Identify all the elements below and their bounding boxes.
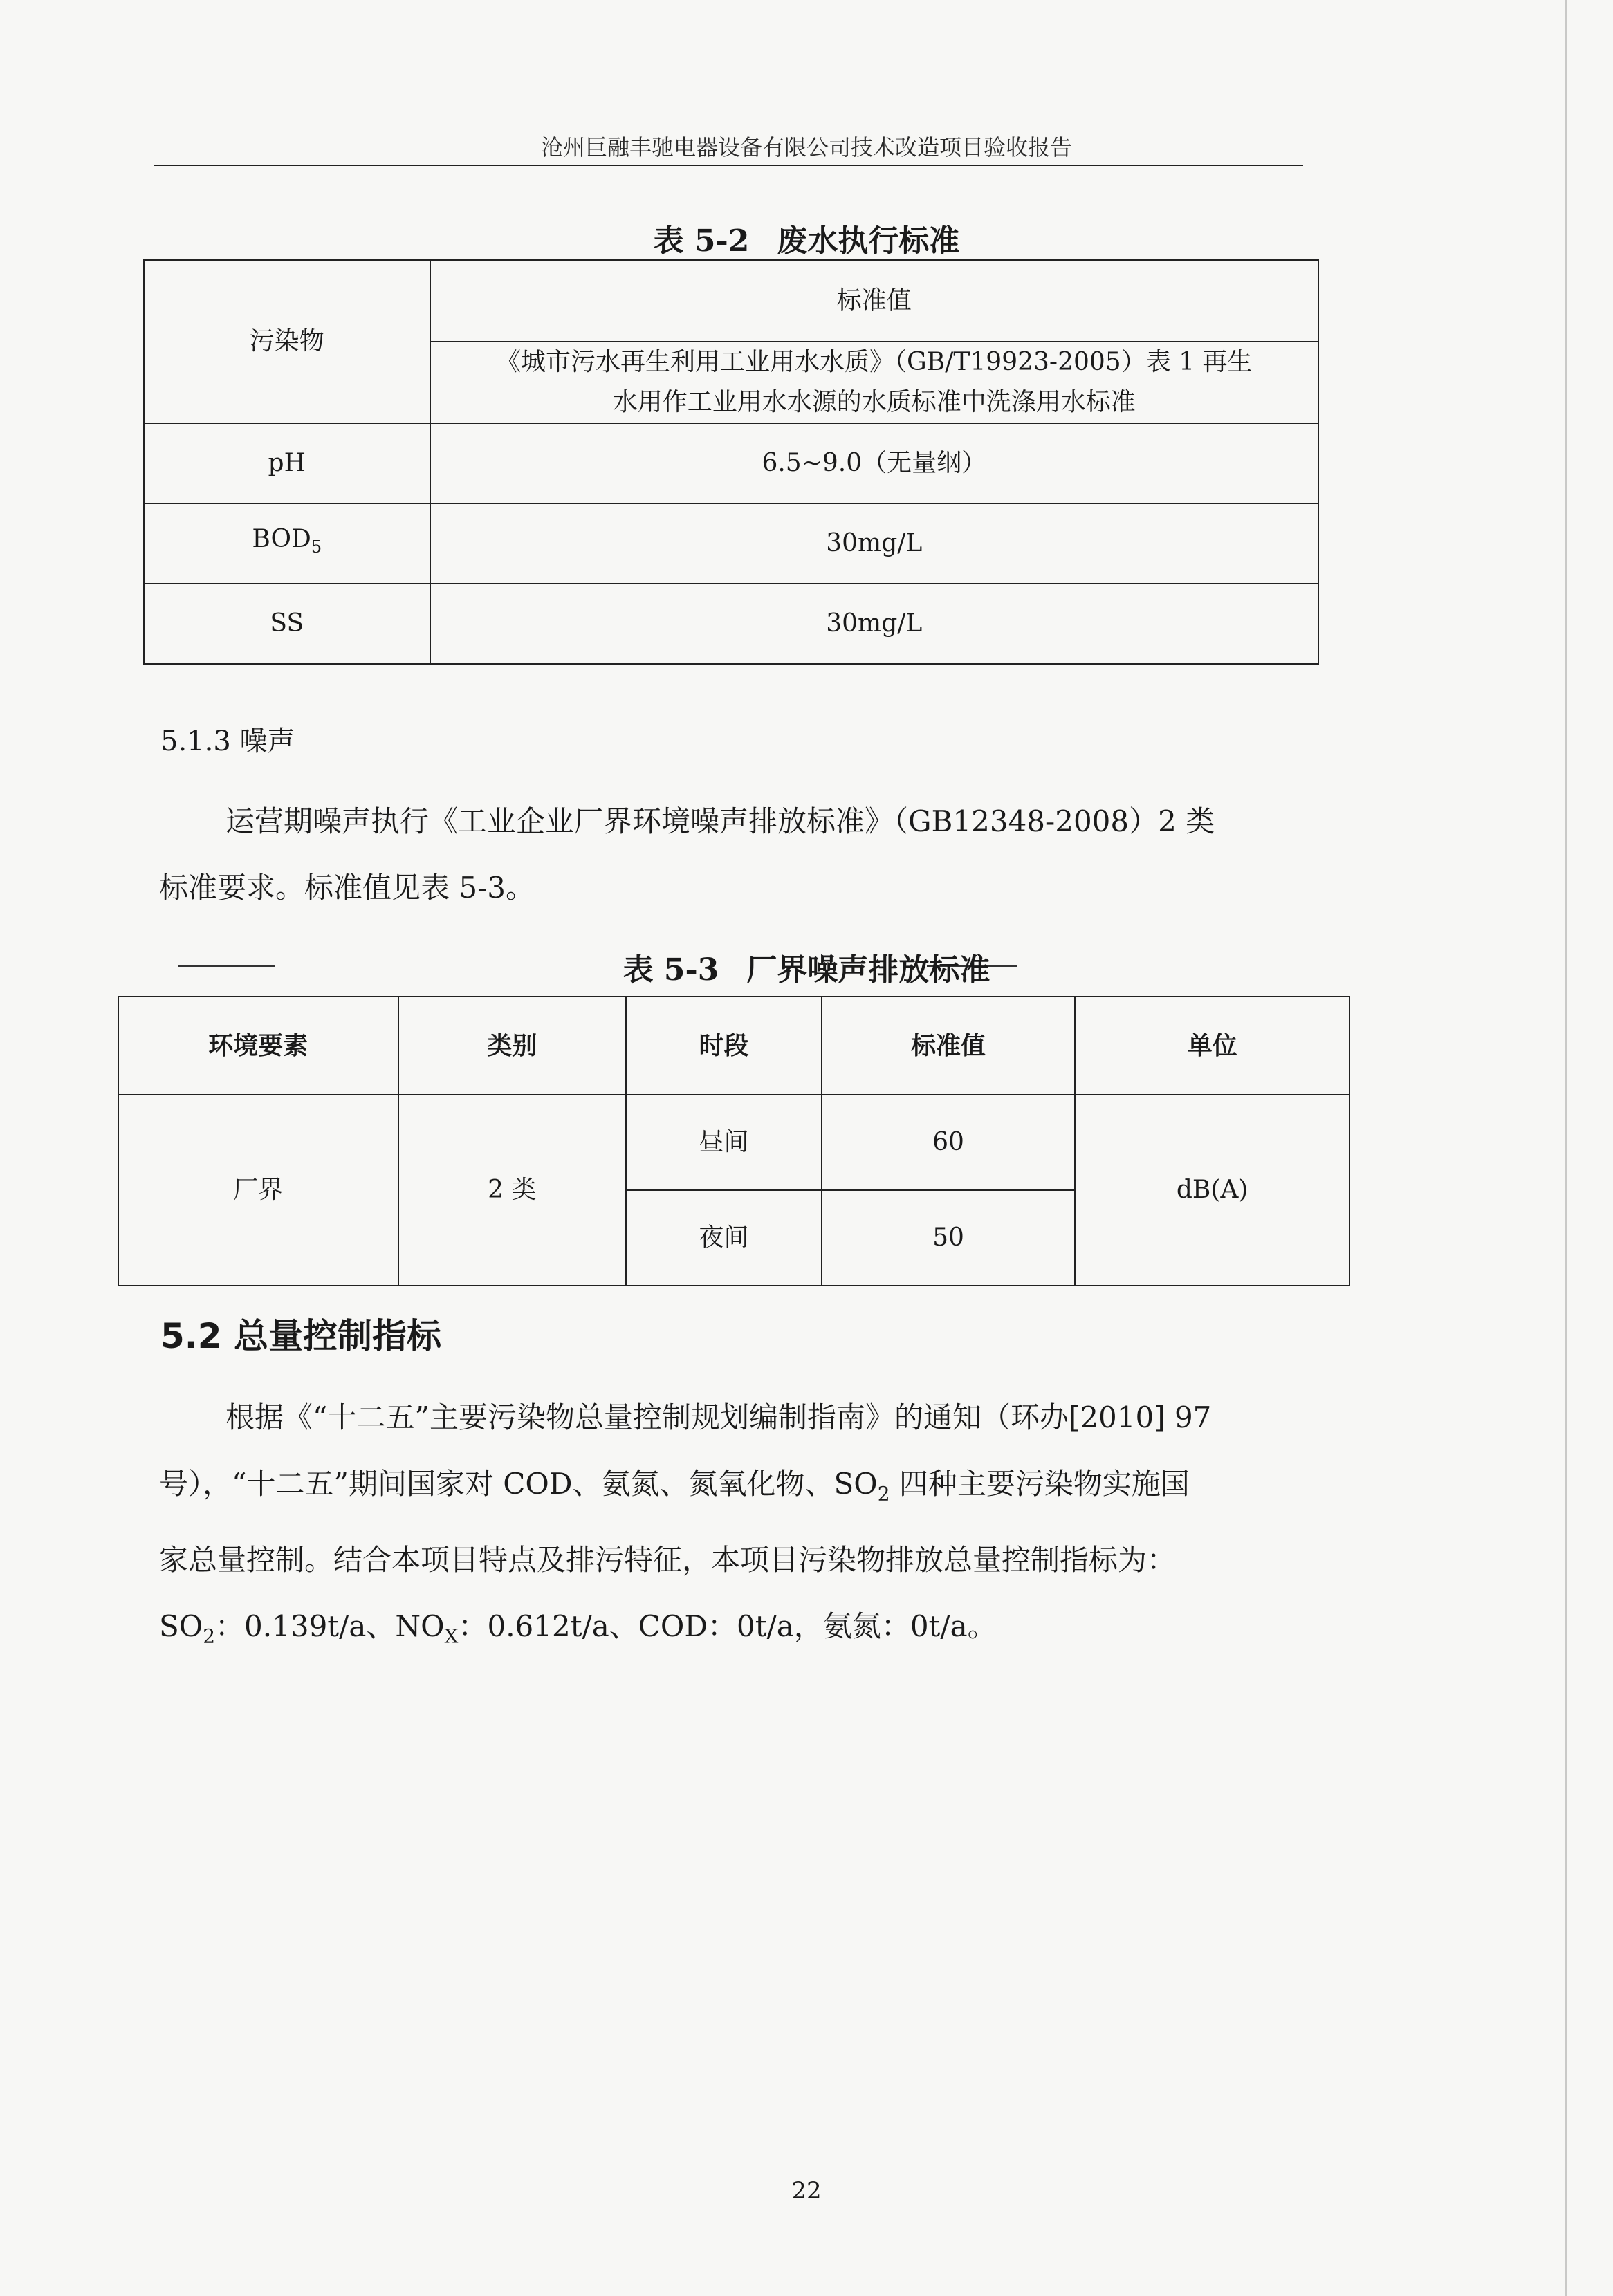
page-header: 沧州巨融丰驰电器设备有限公司技术改造项目验收报告 (540, 134, 1072, 160)
total-control-line1: 根据《“十二五”主要污染物总量控制规划编制指南》的通知（环办[2010] 97 (225, 1400, 1212, 1434)
period-day: 昼间 (626, 1095, 822, 1190)
bod-label: BOD (252, 525, 311, 554)
line2-text-b: 四种主要污染物实施国 (890, 1467, 1190, 1501)
bod-subscript: 5 (311, 537, 322, 557)
header-standard-value: 标准值 (822, 997, 1076, 1095)
table-5-3-caption (0, 945, 1613, 989)
line4-so: SO (159, 1609, 203, 1644)
table-row (144, 584, 1318, 664)
element-plant-boundary: 厂界 (118, 1095, 398, 1286)
table-row (144, 503, 1318, 584)
table-5-3-title: 厂界噪声排放标准 (746, 952, 990, 988)
category-value: 2 类 (398, 1095, 627, 1286)
pollutant-ss: SS (144, 584, 430, 664)
table-5-2-title: 废水执行标准 (777, 223, 960, 259)
header-element: 环境要素 (118, 997, 398, 1095)
pollutant-bod5 (144, 503, 430, 584)
total-control-line3: 家总量控制。结合本项目特点及排污特征，本项目污染物排放总量控制指标为： (159, 1543, 1177, 1577)
unit-value: dB(A) (1075, 1095, 1349, 1286)
line4-text-b: ：0.612t/a、COD：0t/a，氨氮：0t/a。 (458, 1609, 997, 1644)
pollutant-ph: pH (144, 423, 430, 503)
value-ss: 30mg/L (430, 584, 1318, 664)
noise-paragraph-line1: 运营期噪声执行《工业企业厂界环境噪声排放标准》（GB12348-2008）2 类 (225, 804, 1215, 838)
header-period: 时段 (626, 997, 822, 1095)
table-5-2-caption (0, 216, 1613, 260)
noise-paragraph (159, 788, 1307, 921)
standard-description (430, 342, 1318, 423)
table-5-2-number: 表 5-2 (653, 223, 750, 259)
total-control-paragraph (159, 1385, 1307, 1670)
section-5-1-3-heading: 5.1.3 噪声 (160, 725, 295, 757)
line4-text-a: ：0.139t/a、NO (215, 1609, 445, 1644)
nox-subscript: X (444, 1624, 459, 1648)
value-ph: 6.5~9.0（无量纲） (430, 423, 1318, 503)
wastewater-standard-table (143, 259, 1319, 665)
table-row (144, 423, 1318, 503)
total-control-line2 (159, 1451, 1307, 1527)
value-night: 50 (822, 1190, 1076, 1286)
header-unit: 单位 (1075, 997, 1349, 1095)
value-bod5: 30mg/L (430, 503, 1318, 584)
scan-page-edge (1565, 0, 1567, 2296)
standard-description-line2: 水用作工业用水水源的水质标准中洗涤用水标准 (612, 388, 1136, 416)
noise-paragraph-line2: 标准要求。标准值见表 5-3。 (159, 871, 535, 905)
total-control-line4 (159, 1593, 1307, 1669)
line4-so-subscript: 2 (203, 1624, 216, 1648)
so2-subscript: 2 (877, 1482, 890, 1506)
table-row (118, 1095, 1349, 1190)
page-number: 22 (791, 2177, 822, 2205)
header-category: 类别 (398, 997, 627, 1095)
standard-description-line1: 《城市污水再生利用工业用水水质》（GB/T19923-2005）表 1 再生 (496, 348, 1253, 376)
section-5-2-heading: 5.2 总量控制指标 (160, 1316, 441, 1356)
col-standard-header: 标准值 (430, 260, 1318, 342)
period-night: 夜间 (626, 1190, 822, 1286)
value-day: 60 (822, 1095, 1076, 1190)
line2-text-a: 号），“十二五”期间国家对 COD、氨氮、氮氧化物、SO (159, 1467, 878, 1501)
noise-standard-table (118, 996, 1350, 1286)
table-header-row (118, 997, 1349, 1095)
col-pollutant-header: 污染物 (144, 260, 430, 423)
table-5-3-number: 表 5-3 (623, 952, 719, 988)
header-rule (154, 165, 1303, 166)
